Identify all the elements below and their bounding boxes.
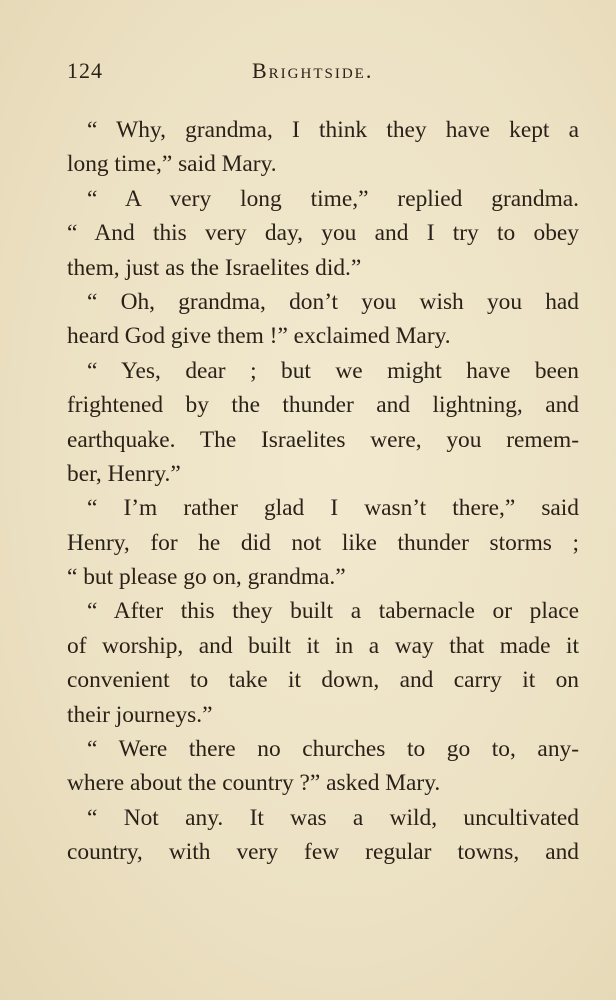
text-line: “ A very long time,” replied grandma. xyxy=(87,185,579,212)
text-line: “ Were there no churches to go to, any- xyxy=(87,736,579,763)
text-line: “ Yes, dear ; but we might have been xyxy=(87,357,579,384)
page-header xyxy=(67,58,579,94)
text-line: convenient to take it down, and carry it on xyxy=(67,667,579,694)
text-line: “ And this very day, you and I try to obey xyxy=(67,220,579,247)
text-line: “ After this they built a tabernacle or place xyxy=(87,598,579,625)
text-line: earthquake. The Israelites were, you remem- xyxy=(67,426,579,453)
text-line: country, with very few regular towns, and xyxy=(67,839,579,866)
text-line: “ I’m rather glad I wasn’t there,” said xyxy=(87,495,579,522)
text-line: their journeys.” xyxy=(67,701,213,728)
text-line: them, just as the Israelites did.” xyxy=(67,254,362,281)
text-line: “ but please go on, grandma.” xyxy=(67,564,346,591)
text-line: frightened by the thunder and lightning, and xyxy=(67,392,579,419)
text-line: heard God give them !” exclaimed Mary. xyxy=(67,323,451,350)
running-title: Brightside. xyxy=(252,58,374,83)
page-number: 124 xyxy=(67,58,103,83)
body-text xyxy=(67,113,579,870)
text-line: long time,” said Mary. xyxy=(67,151,277,178)
text-line: “ Oh, grandma, don’t you wish you had xyxy=(87,288,579,315)
text-line: Henry, for he did not like thunder storms ; xyxy=(67,529,579,556)
text-line: of worship, and built it in a way that made it xyxy=(67,632,579,659)
text-line: “ Not any. It was a wild, uncultivated xyxy=(87,804,579,831)
text-line: where about the country ?” asked Mary. xyxy=(67,770,441,797)
text-line: ber, Henry.” xyxy=(67,460,181,487)
text-line: “ Why, grandma, I think they have kept a xyxy=(87,117,579,143)
